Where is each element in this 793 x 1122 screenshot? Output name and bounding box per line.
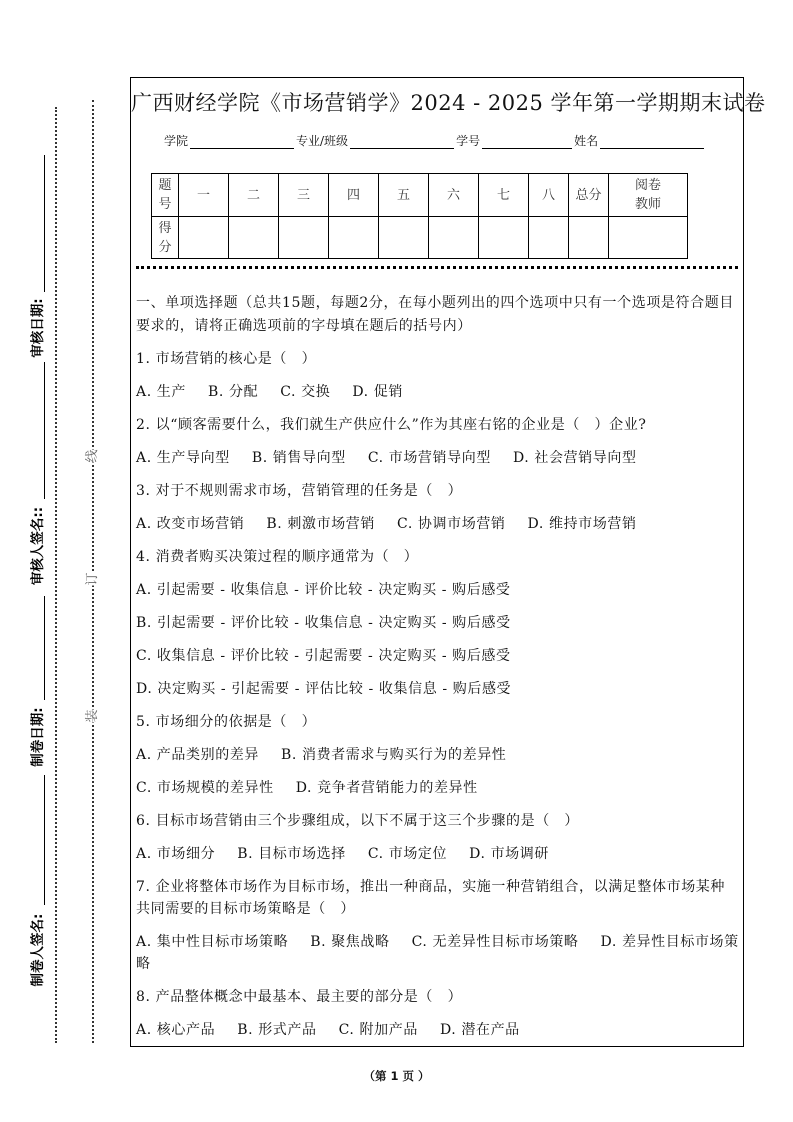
name-label: 姓名 [574,134,599,148]
col-section-1: 一 [179,174,229,217]
q8-option-c: C. 附加产品 [338,1022,418,1038]
student-id-label: 学号 [456,134,481,148]
question-5-options-cd [136,777,739,799]
college-label: 学院 [164,134,189,148]
score-cell-8[interactable] [529,217,569,259]
col-section-2: 二 [229,174,279,217]
question-3-options [136,513,739,535]
q6-option-b: B. 目标市场选择 [237,846,346,862]
question-1-stem: 1. 市场营销的核心是（ ） [136,351,317,367]
score-cell-total[interactable] [569,217,609,259]
section-1-heading: 一、单项选择题（总共15题，每题2分，在每小题列出的四个选项中只有一个选项是符合题目要求的，请将正确选项前的字母填在题后的括号内） [136,295,734,334]
q7-option-a: A. 集中性目标市场策略 [136,934,289,950]
score-cell-7[interactable] [479,217,529,259]
q7-option-d: D. 差异性目标市场策略 [136,934,739,972]
q1-option-a: A. 生产 [136,384,187,400]
q4-option-c: C. 收集信息 - 评价比较 - 引起需要 - 决定购买 - 购后感受 [136,648,511,664]
page-number: （第 1 页 ） [363,1069,430,1083]
question-5-options-ab [136,744,739,766]
question-5-stem: 5. 市场细分的依据是（ ） [136,714,317,730]
col-section-3: 三 [279,174,329,217]
q7-option-b: B. 聚焦战略 [310,934,390,950]
q4-option-a: A. 引起需要 - 收集信息 - 评价比较 - 决定购买 - 购后感受 [136,582,511,598]
major-class-label: 专业/班级 [296,134,349,148]
col-total: 总分 [569,174,609,217]
question-8-stem: 8. 产品整体概念中最基本、最主要的部分是（ ） [136,989,463,1005]
score-cell-1[interactable] [179,217,229,259]
name-field[interactable] [600,135,704,149]
score-cell-2[interactable] [229,217,279,259]
question-6-stem: 6. 目标市场营销由三个步骤组成，以下不属于这三个步骤的是（ ） [136,813,580,829]
q2-option-d: D. 社会营销导向型 [512,450,637,466]
score-table [151,173,688,259]
question-8-options [136,1019,739,1041]
q3-option-d: D. 维持市场营销 [527,516,637,532]
score-cell-5[interactable] [379,217,429,259]
q4-option-d: D. 决定购买 - 引起需要 - 评估比较 - 收集信息 - 购后感受 [136,681,512,697]
inner-dotted-cut-line [55,107,57,1043]
score-row [152,217,688,259]
question-1-options [136,381,739,403]
question-2-stem: 2. 以“顾客需要什么，我们就生产供应什么”作为其座右铭的企业是（ ）企业? [136,417,647,433]
q6-option-d: D. 市场调研 [469,846,549,862]
q2-option-c: C. 市场营销导向型 [367,450,491,466]
score-cell-reviewer[interactable] [609,217,688,259]
col-section-4: 四 [329,174,379,217]
q2-option-b: B. 销售导向型 [251,450,346,466]
col-section-5: 五 [379,174,429,217]
score-cell-4[interactable] [329,217,379,259]
q4-option-b: B. 引起需要 - 评价比较 - 收集信息 - 决定购买 - 购后感受 [136,615,511,631]
col-section-7: 七 [479,174,529,217]
score-header: 得 分 [152,217,179,259]
q6-option-c: C. 市场定位 [367,846,448,862]
col-section-6: 六 [429,174,479,217]
q5-option-a: A. 产品类别的差异 [136,747,260,763]
q3-option-a: A. 改变市场营销 [136,516,245,532]
question-number-header: 题 号 [152,174,179,217]
exam-title: 广西财经学院《市场营销学》2024 - 2025 学年第一学期期末试卷 [131,91,766,115]
q5-option-b: B. 消费者需求与购买行为的差异性 [281,747,507,763]
col-reviewer: 阅卷 教师 [609,174,688,217]
question-7-stem: 7. 企业将整体市场作为目标市场，推出一种商品，实施一种营销组合，以满足整体市场某种共同需要的目标市场策略是（ ） [136,879,726,917]
q8-option-a: A. 核心产品 [136,1022,216,1038]
q8-option-b: B. 形式产品 [237,1022,317,1038]
exam-frame [130,77,766,1047]
student-id-field[interactable] [482,135,572,149]
exam-content [136,292,739,1052]
question-6-options [136,843,739,865]
score-cell-3[interactable] [279,217,329,259]
reviewer-date-field-line[interactable] [44,155,45,292]
q1-option-b: B. 分配 [208,384,259,400]
score-cell-6[interactable] [429,217,479,259]
q1-option-d: D. 促销 [352,384,403,400]
maker-date-field-line[interactable] [44,596,45,700]
q3-option-b: B. 刺激市场营销 [266,516,376,532]
q6-option-a: A. 市场细分 [136,846,216,862]
question-3-stem: 3. 对于不规则需求市场，营销管理的任务是（ ） [136,483,463,499]
major-class-field[interactable] [350,135,454,149]
question-2-options [136,447,739,469]
reviewer-signature-field-line[interactable] [44,362,45,499]
college-field[interactable] [190,135,294,149]
q3-option-c: C. 协调市场营销 [397,516,506,532]
maker-signature-field-line[interactable] [44,775,45,905]
q5-option-c: C. 市场规模的差异性 [136,780,274,796]
question-number-row [152,174,688,217]
col-section-8: 八 [529,174,569,217]
q5-option-d: D. 竞争者营销能力的差异性 [295,780,478,796]
student-info-row [164,132,706,149]
q1-option-c: C. 交换 [280,384,331,400]
question-7-options [136,931,739,975]
q7-option-c: C. 无差异性目标市场策略 [411,934,579,950]
q2-option-a: A. 生产导向型 [136,450,230,466]
question-4-stem: 4. 消费者购买决策过程的顺序通常为（ ） [136,549,419,565]
q8-option-d: D. 潜在产品 [439,1022,520,1038]
header-separator [136,266,738,269]
